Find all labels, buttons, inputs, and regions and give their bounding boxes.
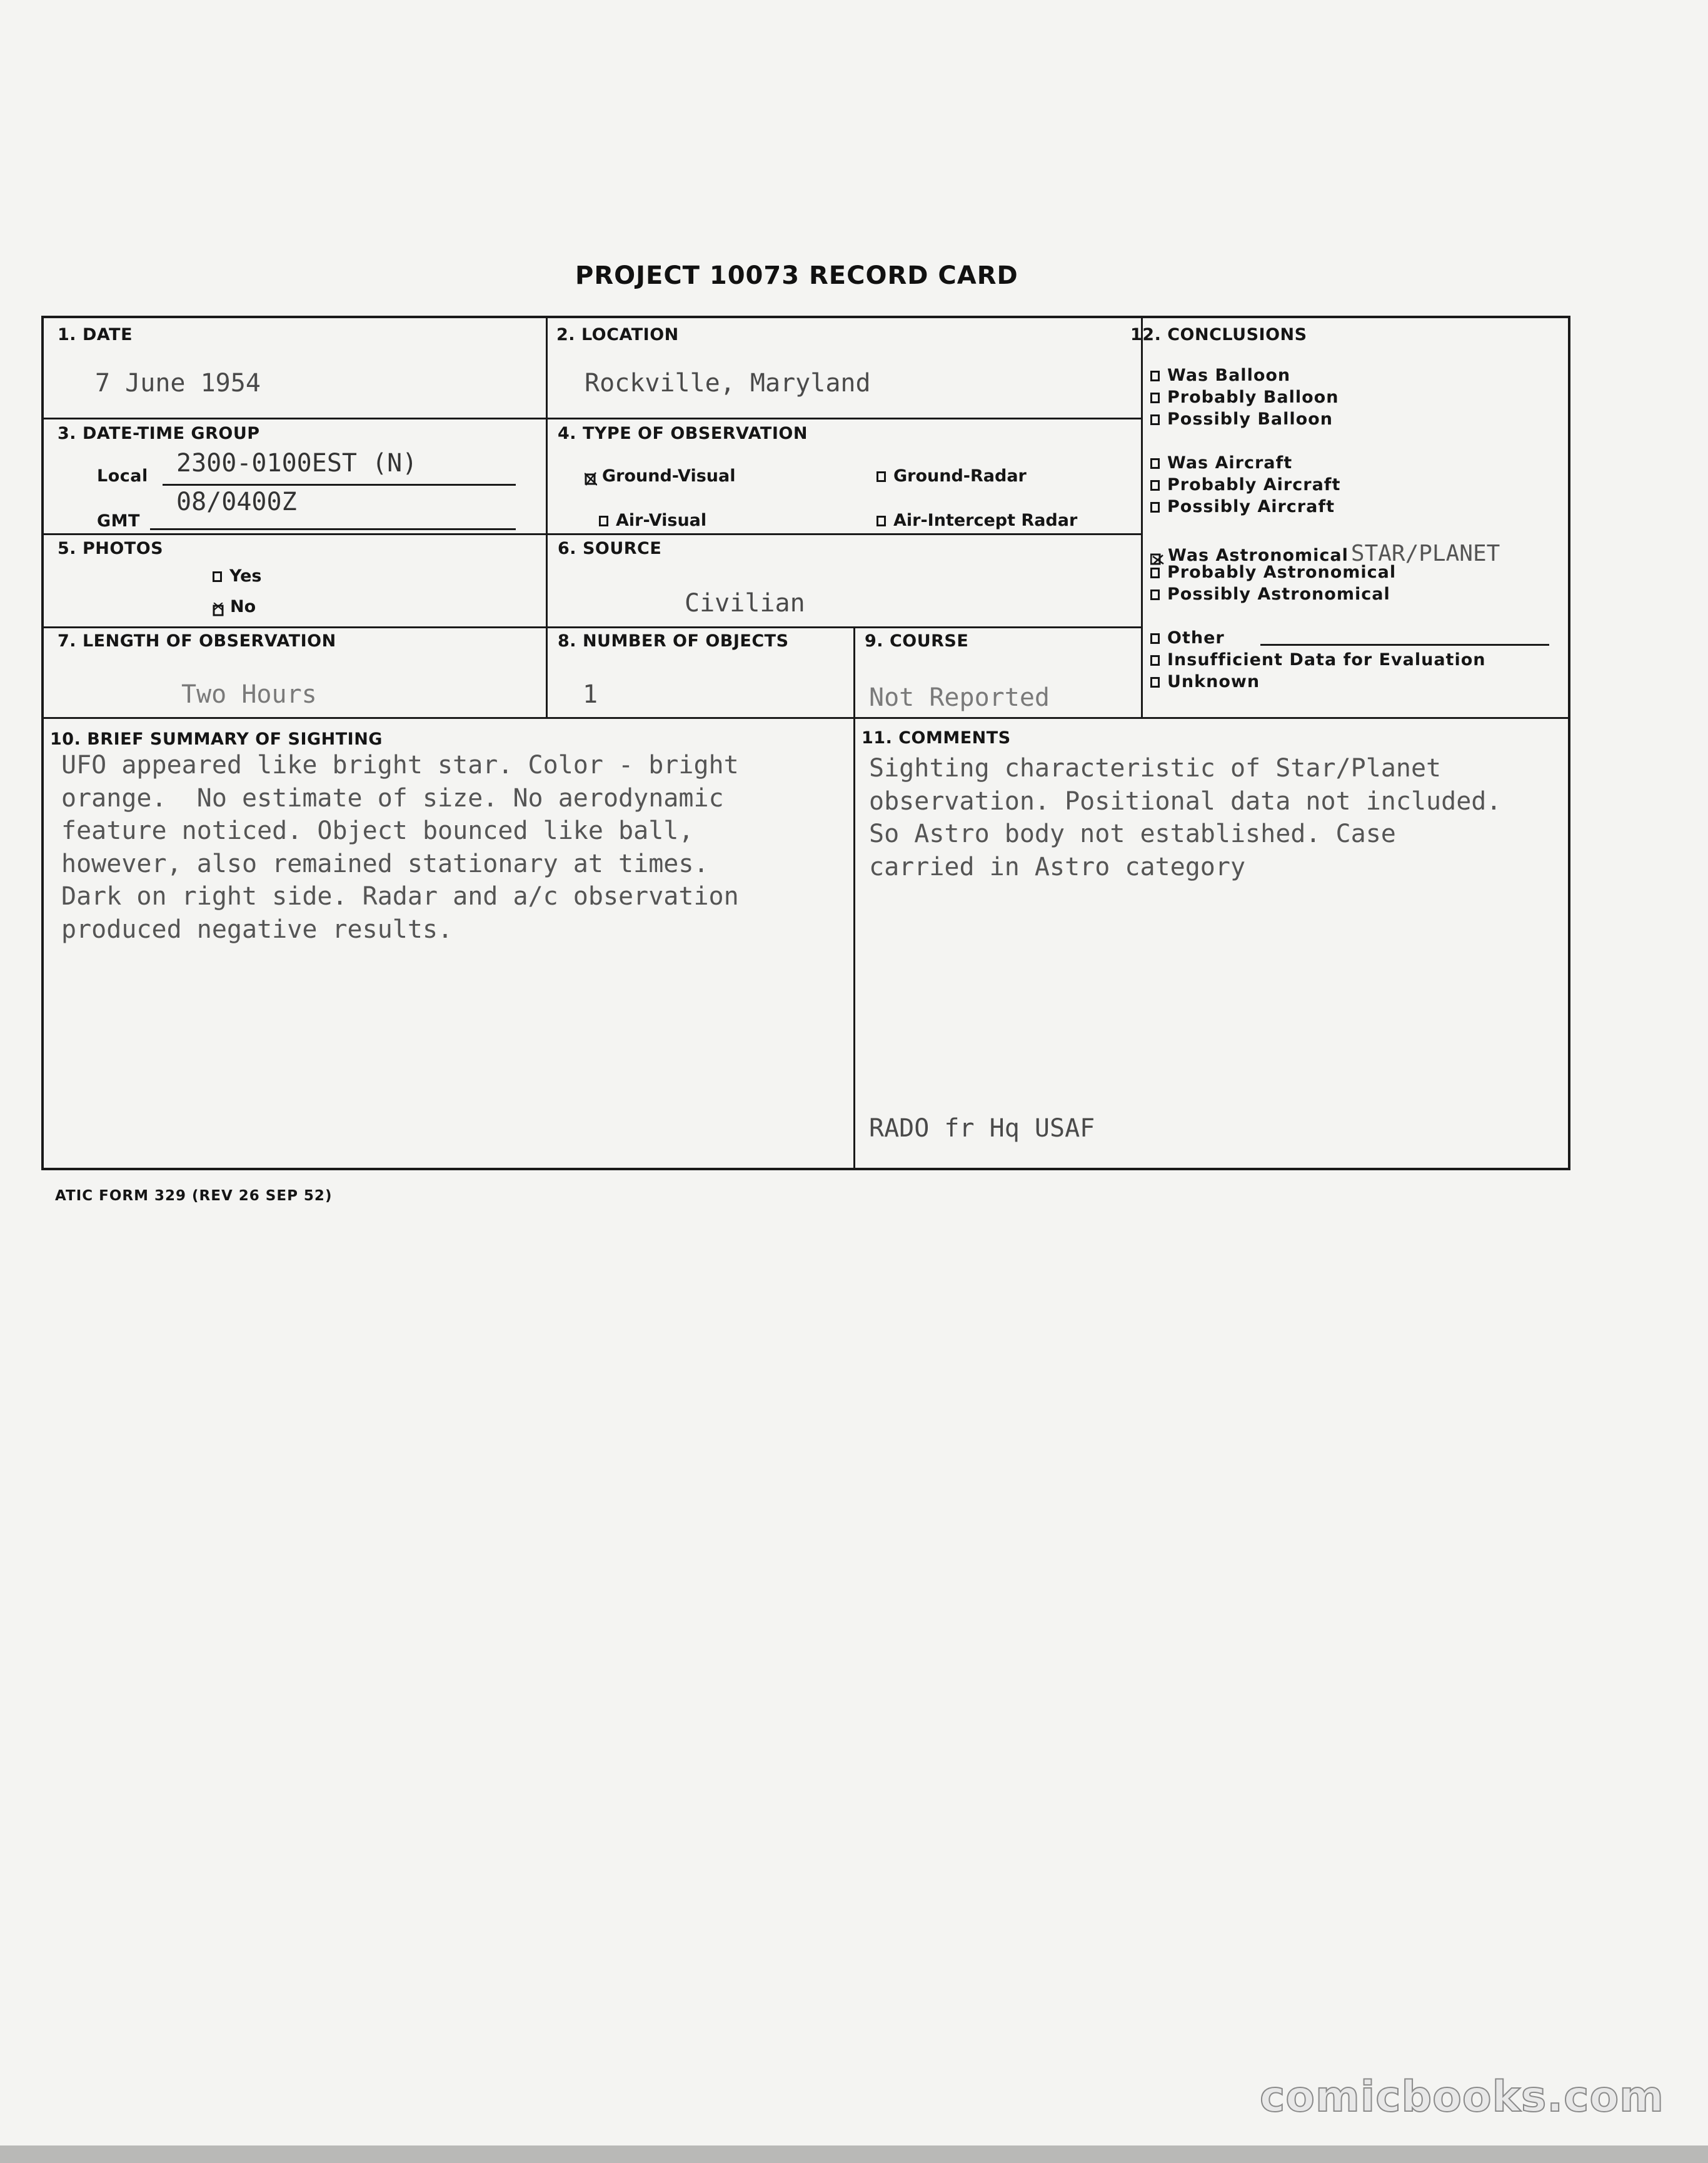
checkbox-icon	[599, 516, 608, 526]
checkbox-icon	[877, 471, 886, 482]
checkbox-icon	[1150, 677, 1160, 688]
conclusion-other: Other	[1150, 628, 1225, 648]
comments-footer: RADO fr Hq USAF	[869, 1114, 1095, 1143]
option-air-visual: Air-Visual	[599, 511, 706, 530]
checked-box-icon	[585, 471, 596, 483]
length-of-observation-label: 7. LENGTH OF OBSERVATION	[58, 631, 336, 651]
divider	[43, 717, 1569, 719]
checkbox-icon	[877, 516, 886, 526]
checked-box-icon	[1150, 550, 1162, 563]
summary-text: UFO appeared like bright star. Color - bright orange. No estimate of size. No aerodynamic feature noticed. Object bounced like ball, however, also remained stationary at times. Dark on right side. Radar and a/c observation produced negative results.	[61, 751, 739, 944]
local-underline	[163, 484, 516, 486]
date-value: 7 June 1954	[95, 369, 261, 398]
date-label: 1. DATE	[58, 325, 133, 344]
course-value: Not Reported	[869, 683, 1050, 712]
checkbox-icon	[1150, 568, 1160, 578]
divider	[546, 317, 548, 717]
gmt-underline	[150, 528, 516, 530]
number-of-objects-label: 8. NUMBER OF OBJECTS	[558, 631, 789, 651]
option-air-intercept-radar: Air-Intercept Radar	[877, 511, 1077, 530]
watermark: comicbooks.com	[1260, 2072, 1665, 2122]
conclusion-was-astronomical: Was Astronomical STAR/PLANET	[1150, 541, 1500, 566]
length-of-observation-value: Two Hours	[181, 680, 317, 709]
local-label: Local	[97, 466, 148, 486]
divider	[1141, 317, 1143, 717]
number-of-objects-value: 1	[583, 680, 598, 709]
conclusion-possibly-aircraft: Possibly Aircraft	[1150, 497, 1335, 516]
other-underline	[1260, 644, 1549, 646]
local-time-value: 2300-0100EST (N)	[176, 449, 418, 478]
checkbox-icon	[1150, 414, 1160, 425]
conclusion-possibly-balloon: Possibly Balloon	[1150, 409, 1333, 429]
type-of-observation-label: 4. TYPE OF OBSERVATION	[558, 424, 808, 443]
source-label: 6. SOURCE	[558, 539, 662, 558]
checkbox-icon	[1150, 371, 1160, 381]
gmt-time-value: 08/0400Z	[176, 488, 297, 516]
conclusions-label: 12. CONCLUSIONS	[1130, 325, 1307, 344]
option-photos-no: No	[213, 597, 256, 616]
divider	[43, 533, 1142, 535]
checkbox-icon	[1150, 633, 1160, 644]
conclusion-possibly-astronomical: Possibly Astronomical	[1150, 585, 1390, 604]
checkbox-icon	[1150, 502, 1160, 513]
date-time-group-label: 3. DATE-TIME GROUP	[58, 424, 260, 443]
gmt-label: GMT	[97, 511, 140, 531]
checkbox-icon	[1150, 480, 1160, 491]
scan-bottom-edge	[0, 2145, 1708, 2163]
conclusion-unknown: Unknown	[1150, 672, 1260, 691]
checked-box-icon	[213, 601, 224, 614]
conclusion-probably-balloon: Probably Balloon	[1150, 388, 1339, 407]
form-id: ATIC FORM 329 (REV 26 SEP 52)	[55, 1188, 333, 1204]
source-value: Civilian	[685, 589, 805, 618]
checkbox-icon	[1150, 590, 1160, 600]
conclusion-insufficient-data: Insufficient Data for Evaluation	[1150, 650, 1485, 670]
conclusion-was-aircraft: Was Aircraft	[1150, 453, 1292, 473]
conclusion-was-balloon: Was Balloon	[1150, 366, 1290, 385]
course-label: 9. COURSE	[865, 631, 969, 651]
checkbox-icon	[1150, 458, 1160, 469]
photos-label: 5. PHOTOS	[58, 539, 164, 558]
comments-label: 11. COMMENTS	[862, 728, 1011, 748]
checkbox-icon	[1150, 655, 1160, 666]
conclusion-probably-aircraft: Probably Aircraft	[1150, 475, 1340, 494]
divider	[853, 627, 855, 1168]
comments-text: Sighting characteristic of Star/Planet observation. Positional data not included. So Astro body not established. Case carried in Astro category	[869, 754, 1502, 881]
checkbox-icon	[213, 571, 222, 582]
divider	[43, 626, 1142, 628]
option-photos-yes: Yes	[213, 566, 261, 586]
option-ground-visual: Ground-Visual	[585, 466, 735, 486]
option-ground-radar: Ground-Radar	[877, 466, 1027, 486]
location-value: Rockville, Maryland	[585, 369, 871, 398]
divider	[43, 418, 1142, 419]
conclusion-probably-astronomical: Probably Astronomical	[1150, 563, 1396, 582]
checkbox-icon	[1150, 393, 1160, 403]
astronomical-note: STAR/PLANET	[1350, 541, 1500, 566]
location-label: 2. LOCATION	[556, 325, 679, 344]
card-title: PROJECT 10073 RECORD CARD	[575, 261, 1018, 290]
summary-label: 10. BRIEF SUMMARY OF SIGHTING	[50, 730, 383, 749]
